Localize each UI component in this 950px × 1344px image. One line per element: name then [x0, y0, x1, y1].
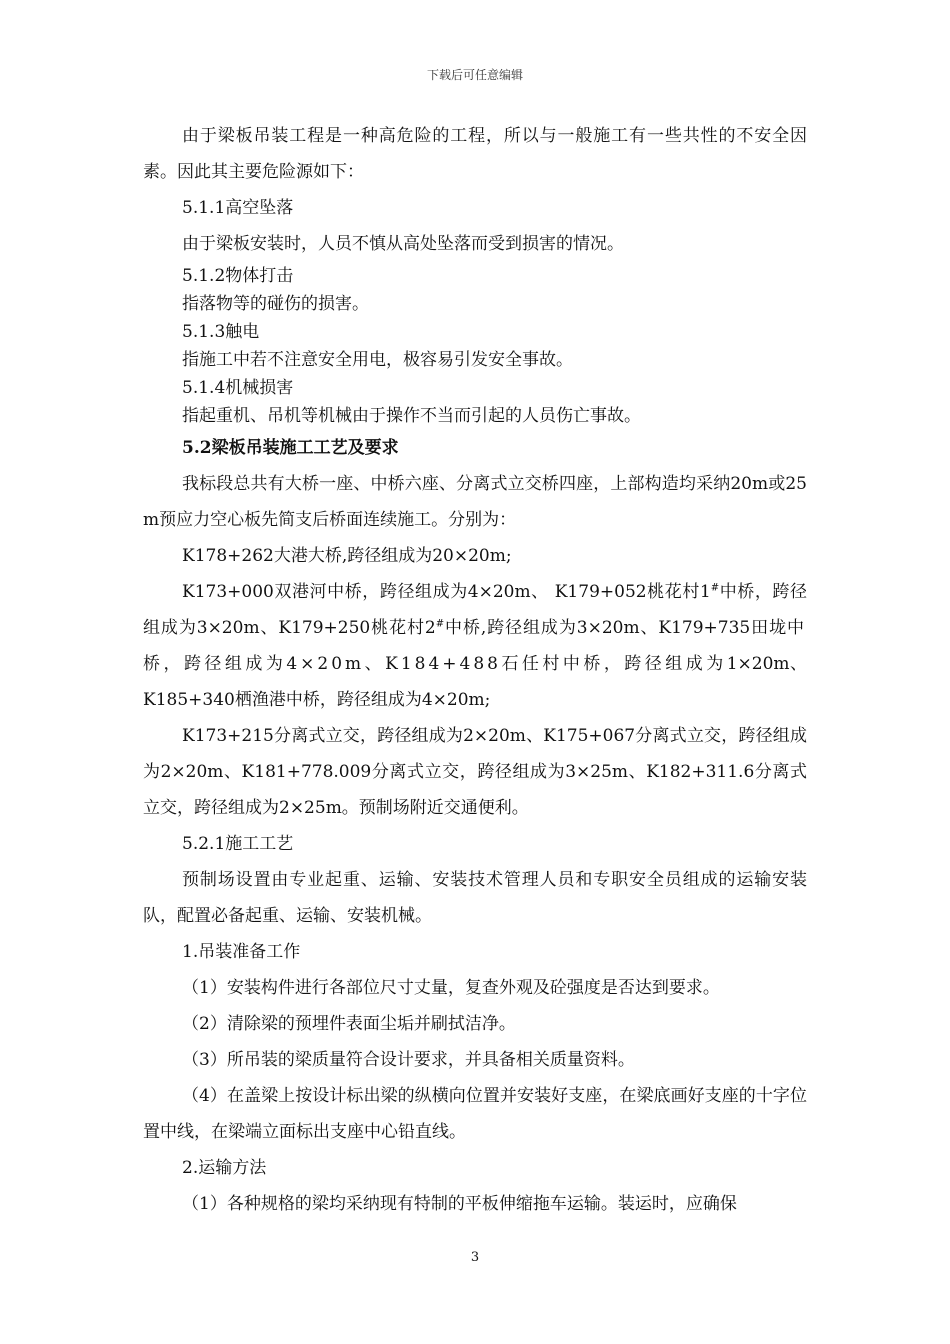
paragraph-5-2-overview: 我标段总共有大桥一座、中桥六座、分离式立交桥四座，上部构造均采纳20m或25m预应力空心板先简支后桥面连续施工。分别为： [143, 474, 807, 530]
paragraph-bridge-list-1: K178+262大港大桥,跨径组成为20×20m; [182, 546, 512, 566]
paragraph-5-1-1: 由于梁板安装时，人员不慎从高处坠落而受到损害的情况。 [182, 234, 624, 254]
preparation-item-4: （4）在盖梁上按设计标出梁的纵横向位置并安装好支座，在梁底画好支座的十字位置中线，在梁端立面标出支座中心铅直线。 [143, 1086, 807, 1142]
bridge-list-2-part-4: 中桥，跨径组成为4×20m、K184+488石任村中桥，跨径组成为 [143, 618, 807, 674]
bridge-list-2-part-1: K173+000双港河中桥，跨径组成为4×20m、 K179+052桃花村1 [182, 582, 711, 602]
bridge-number-sign-1: # [710, 582, 720, 594]
section-heading-5-2: 5.2梁板吊装施工工艺及要求 [182, 438, 399, 458]
heading-preparation: 1.吊装准备工作 [182, 942, 301, 962]
section-heading-5-1-1: 5.1.1高空坠落 [182, 198, 294, 218]
bridge-list-2-part-3: 中桥,跨径组成为3×20m、K179+735田垅 [444, 618, 787, 638]
section-heading-5-1-3: 5.1.3触电 [182, 322, 260, 342]
preparation-item-2: （2）清除梁的预埋件表面尘垢并刷拭洁净。 [182, 1014, 516, 1034]
page-number: 3 [470, 1250, 480, 1265]
section-heading-5-2-1: 5.2.1施工工艺 [182, 834, 294, 854]
paragraph-5-1-4: 指起重机、吊机等机械由于操作不当而引起的人员伤亡事故。 [182, 406, 641, 426]
bridge-number-sign-2: # [435, 618, 445, 630]
paragraph-interchange-list: K173+215分离式立交，跨径组成为2×20m、K175+067分离式立交，跨径组成为2×20m、K181+778.009分离式立交，跨径组成为3×25m、K182+311.6分离式立交，跨径组成为2×25m。预制场附近交通便利。 [143, 726, 807, 818]
intro-paragraph: 由于梁板吊装工程是一种高危险的工程，所以与一般施工有一些共性的不安全因素。因此其主要危险源如下： [143, 126, 807, 182]
preparation-item-1: （1）安装构件进行各部位尺寸丈量，复查外观及砼强度是否达到要求。 [182, 978, 720, 998]
section-heading-5-1-4: 5.1.4机械损害 [182, 378, 294, 398]
section-heading-5-1-2: 5.1.2物体打击 [182, 266, 294, 286]
heading-transport: 2.运输方法 [182, 1158, 267, 1178]
preparation-item-3: （3）所吊装的梁质量符合设计要求，并具备相关质量资料。 [182, 1050, 635, 1070]
paragraph-5-1-2: 指落物等的碰伤的损害。 [182, 294, 369, 314]
transport-item-1: （1）各种规格的梁均采纳现有特制的平板伸缩拖车运输。装运时，应确保 [182, 1194, 737, 1214]
paragraph-bridge-list-2 [143, 574, 807, 718]
page-header: 下载后可任意编辑 [426, 68, 523, 82]
document-body [143, 118, 807, 1222]
paragraph-5-2-1: 预制场设置由专业起重、运输、安装技术管理人员和专职安全员组成的运输安装队，配置必备起重、运输、安装机械。 [143, 870, 807, 926]
bridge-list-2-part-2: 中桥，跨径组成为3×20m、K179+250桃花村2 [143, 582, 808, 638]
bridge-list-2-part-5: 1×20m、K185+340栖渔港中桥，跨径组成为4×20m; [143, 654, 808, 710]
paragraph-5-1-3: 指施工中若不注意安全用电，极容易引发安全事故。 [182, 350, 573, 370]
